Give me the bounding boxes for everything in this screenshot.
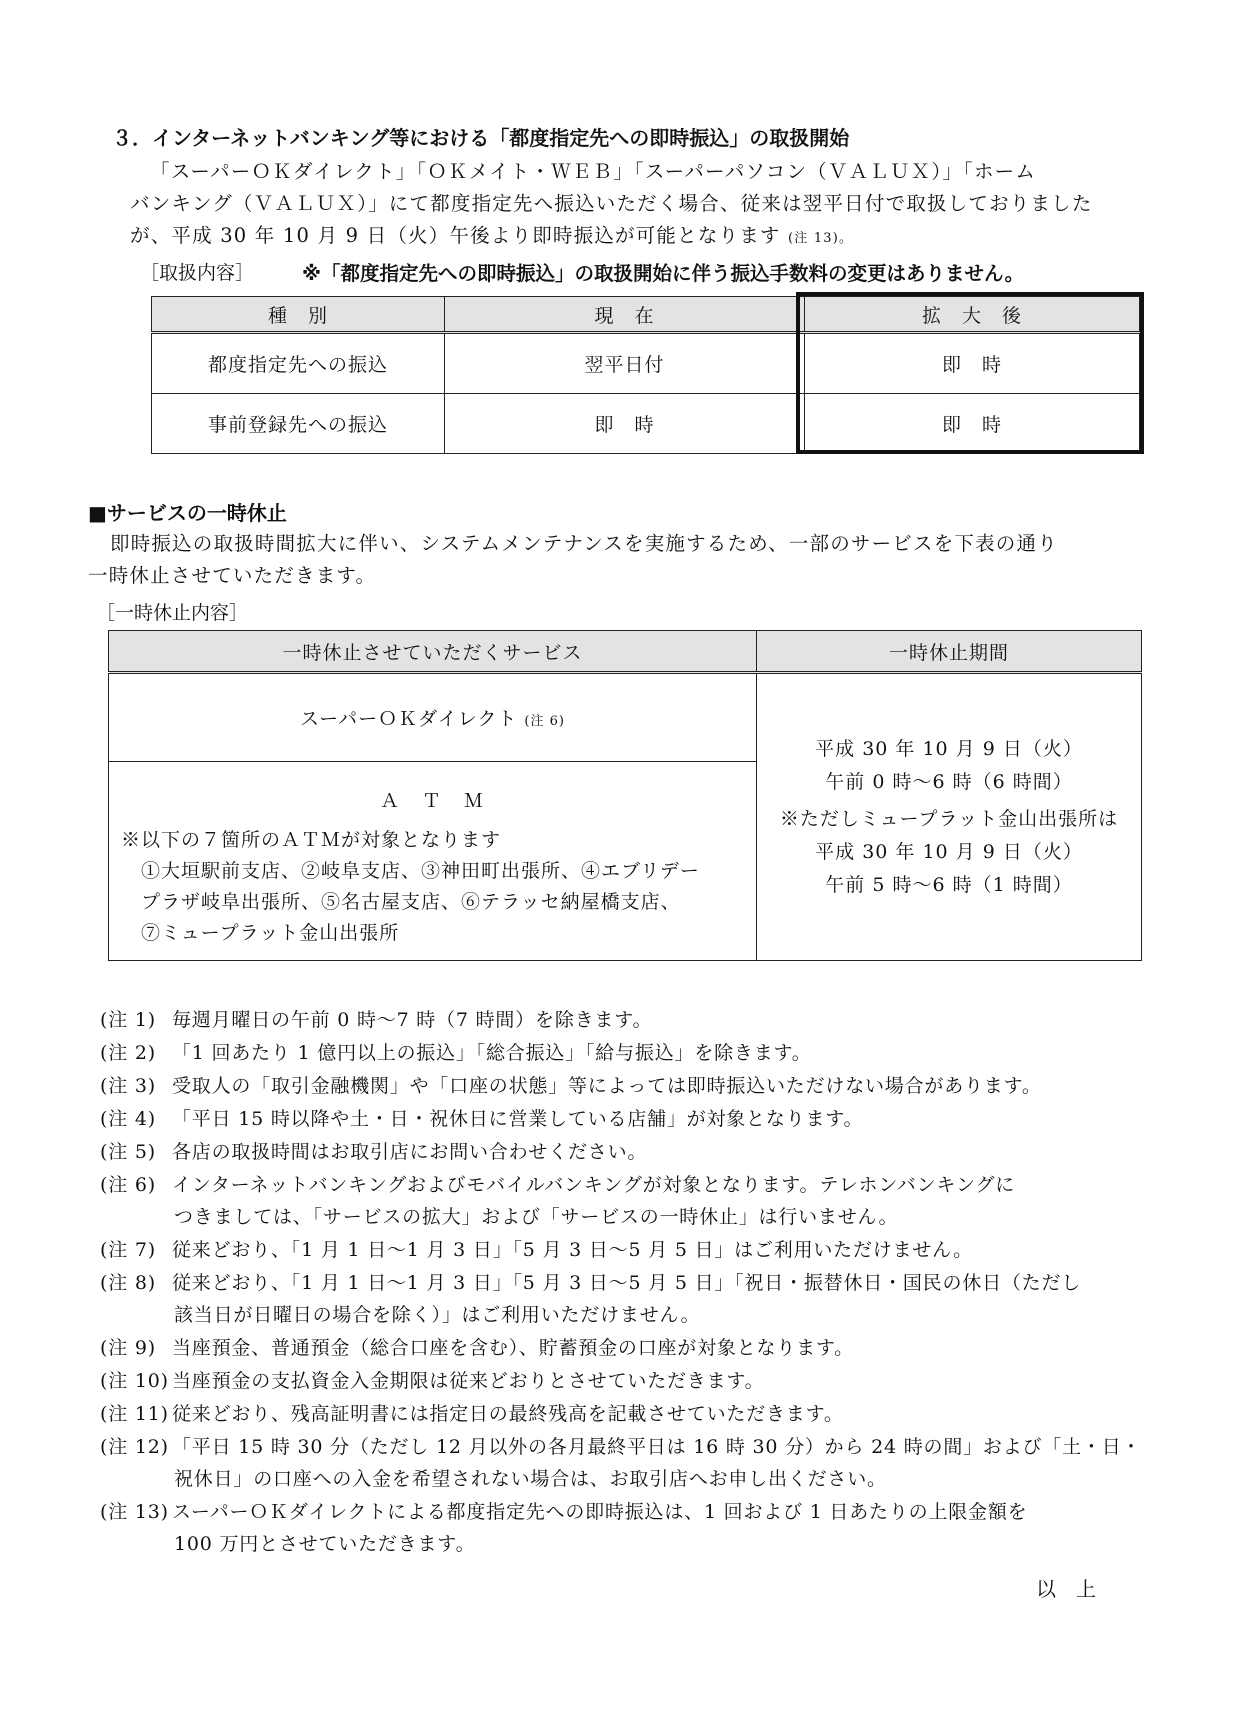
period-line: 平成 30 年 10 月 9 日（火） bbox=[815, 840, 1083, 863]
note-reference: (注 6) bbox=[524, 714, 565, 729]
note-item bbox=[100, 1235, 973, 1262]
note-label: (注 9) bbox=[100, 1337, 156, 1359]
note-text: 「平日 15 時以降や土・日・祝休日に営業している店舗」が対象となります。 bbox=[172, 1108, 864, 1130]
note-item bbox=[100, 1104, 863, 1131]
atm-list-line: ①大垣駅前支店、②岐阜支店、③神田町出張所、④エブリデー bbox=[141, 860, 700, 882]
table-cell bbox=[109, 673, 757, 762]
note-item bbox=[100, 1137, 647, 1164]
note-text: 受取人の「取引金融機関」や「口座の状態」等によっては即時振込いただけない場合があります。 bbox=[172, 1075, 1042, 1097]
note-continuation: 該当日が日曜日の場合を除く）」はご利用いただけません。 bbox=[174, 1304, 701, 1326]
section-paragraph-line bbox=[130, 220, 853, 248]
section-heading: ３．インターネットバンキング等における「都度指定先への即時振込」の取扱開始 bbox=[112, 126, 850, 150]
note-label: (注 8) bbox=[100, 1272, 156, 1294]
content-notice: ※「都度指定先への即時振込」の取扱開始に伴う振込手数料の変更はありません。 bbox=[302, 262, 1025, 285]
note-text: 従来どおり、残高証明書には指定日の最終残高を記載させていただきます。 bbox=[172, 1403, 844, 1425]
atm-list-line: プラザ岐阜出張所、⑤名古屋支店、⑥テラッセ納屋橋支店、 bbox=[141, 891, 681, 913]
atm-note: ※以下の７箇所のＡＴＭが対象となります bbox=[121, 829, 502, 851]
note-text: 従来どおり、「1 月 1 日～1 月 3 日」「5 月 3 日～5 月 5 日」はご利用いただけません。 bbox=[172, 1239, 973, 1261]
note-text: スーパーＯＫダイレクトによる都度指定先への即時振込は、1 回および 1 日あたりの上限金額を bbox=[172, 1501, 1028, 1523]
note-label: (注 4) bbox=[100, 1108, 156, 1130]
period-line: ※ただしミュープラット金山出張所は bbox=[779, 807, 1119, 830]
note-text: 毎週月曜日の午前 0 時～7 時（7 時間）を除きます。 bbox=[172, 1009, 653, 1031]
atm-title: Ａ Ｔ Ｍ bbox=[379, 790, 485, 812]
note-item bbox=[100, 1071, 1042, 1098]
note-label: (注 2) bbox=[100, 1042, 156, 1064]
atm-list-line: ⑦ミュープラット金山出張所 bbox=[141, 922, 400, 944]
table-cell: 事前登録先への振込 bbox=[152, 394, 445, 454]
note-reference: (注 13)。 bbox=[788, 231, 854, 246]
note-label: (注 6) bbox=[100, 1174, 156, 1196]
section-paragraph-line: バンキング（ＶＡＬＵＸ）」にて都度指定先へ振込いただく場合、従来は翌平日付で取扱しておりました bbox=[130, 192, 1093, 215]
note-item bbox=[100, 1432, 1141, 1459]
note-item bbox=[100, 1268, 1081, 1295]
note-continuation: 100 万円とさせていただきます。 bbox=[174, 1533, 476, 1555]
note-label: (注 12) bbox=[100, 1436, 169, 1458]
note-item bbox=[100, 1038, 812, 1065]
note-text: 「1 回あたり 1 億円以上の振込」「総合振込」「給与振込」を除きます。 bbox=[172, 1042, 812, 1064]
table-header: 一時休止期間 bbox=[757, 631, 1142, 673]
closing-mark: 以 上 bbox=[1036, 1577, 1096, 1601]
note-item bbox=[100, 1399, 844, 1426]
note-label: (注 1) bbox=[100, 1009, 156, 1031]
content-label: ［一時休止内容］ bbox=[96, 602, 249, 624]
note-text: インターネットバンキングおよびモバイルバンキングが対象となります。テレホンバンキングに bbox=[172, 1174, 1016, 1196]
transfer-table bbox=[151, 296, 1140, 454]
content-label: ［取扱内容］ bbox=[140, 262, 255, 284]
suspension-table bbox=[108, 630, 1142, 961]
section-paragraph-line: 即時振込の取扱時間拡大に伴い、システムメンテナンスを実施するため、一部のサービスを下表の通り bbox=[110, 532, 1058, 555]
paragraph-text: が、平成 30 年 10 月 9 日（火）午後より即時振込が可能となります bbox=[130, 224, 781, 247]
period-line: 午前 0 時～6 時（6 時間） bbox=[825, 770, 1073, 793]
section-heading: ■サービスの一時休止 bbox=[88, 501, 287, 525]
table-cell: 都度指定先への振込 bbox=[152, 333, 445, 394]
table-cell bbox=[109, 762, 757, 961]
note-label: (注 3) bbox=[100, 1075, 156, 1097]
note-label: (注 13) bbox=[100, 1501, 169, 1523]
note-text: 各店の取扱時間はお取引店にお問い合わせください。 bbox=[172, 1141, 648, 1163]
table-row bbox=[152, 394, 1140, 454]
note-text: 当座預金、普通預金（総合口座を含む）、貯蓄預金の口座が対象となります。 bbox=[172, 1337, 854, 1359]
note-label: (注 10) bbox=[100, 1370, 169, 1392]
note-text: 従来どおり、「1 月 1 日～1 月 3 日」「5 月 3 日～5 月 5 日」「祝日・振替休日・国民の休日（ただし bbox=[172, 1272, 1082, 1294]
table-row bbox=[152, 333, 1140, 394]
note-label: (注 11) bbox=[100, 1403, 169, 1425]
table-header: 種 別 bbox=[152, 297, 445, 333]
table-cell: 即 時 bbox=[445, 394, 805, 454]
table-cell: 即 時 bbox=[805, 333, 1140, 394]
table-cell: 即 時 bbox=[805, 394, 1140, 454]
section-paragraph-line: 一時休止させていただきます。 bbox=[88, 564, 377, 587]
section-paragraph-line: 「スーパーＯＫダイレクト」「ＯＫメイト・ＷＥＢ」「スーパーパソコン（ＶＡＬＵＸ）」「ホーム bbox=[150, 160, 1037, 183]
table-header: 現 在 bbox=[445, 297, 805, 333]
table-cell: 翌平日付 bbox=[445, 333, 805, 394]
note-text: 当座預金の支払資金入金期限は従来どおりとさせていただきます。 bbox=[172, 1370, 765, 1392]
note-item bbox=[100, 1366, 764, 1393]
period-line: 午前 5 時～6 時（1 時間） bbox=[825, 873, 1073, 896]
period-cell bbox=[757, 673, 1142, 961]
note-text: 「平日 15 時 30 分（ただし 12 月以外の各月最終平日は 16 時 30 分）から 24 時の間」および「土・日・ bbox=[172, 1436, 1142, 1458]
note-item bbox=[100, 1170, 1015, 1197]
period-line: 平成 30 年 10 月 9 日（火） bbox=[815, 737, 1083, 760]
note-continuation: 祝休日」の口座への入金を希望されない場合は、お取引店へお申し出ください。 bbox=[174, 1468, 887, 1490]
note-item bbox=[100, 1333, 854, 1360]
note-continuation: つきましては、「サービスの拡大」および「サービスの一時休止」は行いません。 bbox=[174, 1206, 899, 1228]
note-label: (注 5) bbox=[100, 1141, 156, 1163]
note-label: (注 7) bbox=[100, 1239, 156, 1261]
table-row bbox=[109, 673, 1142, 762]
note-item bbox=[100, 1497, 1027, 1524]
table-header: 拡 大 後 bbox=[805, 297, 1140, 333]
service-name: スーパーＯＫダイレクト bbox=[300, 708, 518, 730]
note-item bbox=[100, 1005, 652, 1032]
table-header: 一時休止させていただくサービス bbox=[109, 631, 757, 673]
